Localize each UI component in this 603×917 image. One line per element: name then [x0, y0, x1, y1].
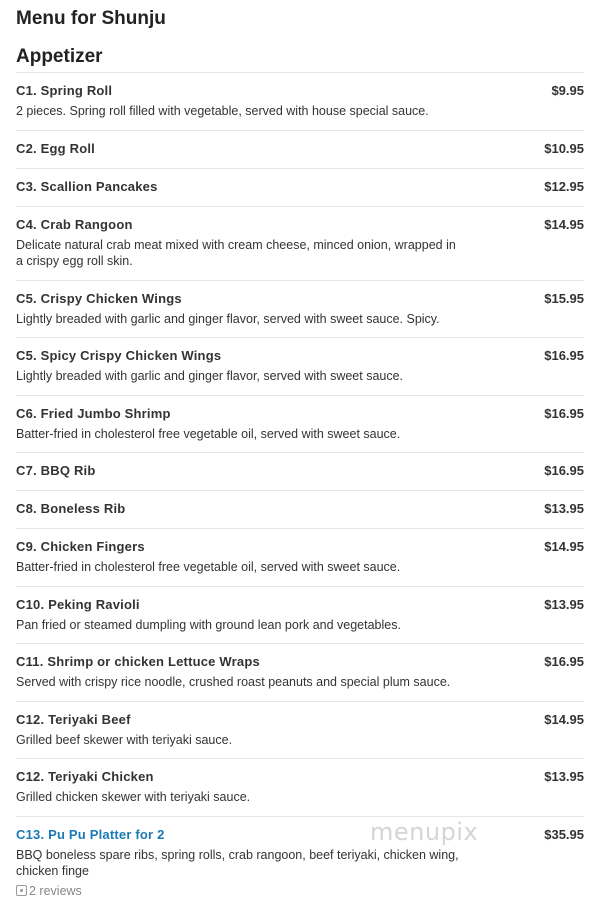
menu-item-name: C6. Fried Jumbo Shrimp — [16, 405, 171, 421]
menu-item-description: Batter-fried in cholesterol free vegetable oil, served with sweet sauce. — [16, 426, 401, 441]
menu-item-name: C2. Egg Roll — [16, 140, 95, 156]
menu-item-price: $14.95 — [544, 711, 584, 727]
menu-item — [16, 73, 584, 131]
menu-item-description: BBQ boneless spare ribs, spring rolls, crab rangoon, beef teriyaki, chicken wing, chicken finge — [16, 847, 459, 878]
menu-item-description: Pan fried or steamed dumpling with ground lean pork and vegetables. — [16, 617, 401, 632]
menu-item — [16, 491, 584, 529]
menu-item-name: C9. Chicken Fingers — [16, 539, 145, 554]
menu-item-header — [16, 216, 584, 234]
menu-item-description: Delicate natural crab meat mixed with cream cheese, minced onion, wrapped in a crispy egg roll skin. — [16, 237, 456, 268]
section-title: Appetizer — [16, 37, 584, 73]
menu-item — [16, 396, 584, 454]
menu-item-name: C3. Scallion Pancakes — [16, 178, 158, 194]
menu-item-name: C10. Peking Ravioli — [16, 596, 140, 612]
menu-item-name: C11. Shrimp or chicken Lettuce Wraps — [16, 654, 260, 669]
menu-item-price: $14.95 — [544, 216, 584, 232]
menu-item-price: $16.95 — [544, 463, 584, 478]
menu-item-description: Served with crispy rice noodle, crushed roast peanuts and special plum sauce. — [16, 675, 451, 689]
menu-item — [16, 131, 584, 169]
menu-item-header — [16, 140, 584, 158]
menu-item-header — [16, 768, 584, 786]
menu-item-price: $13.95 — [544, 769, 584, 784]
menu-item-price: $13.95 — [544, 501, 584, 516]
menu-item-list — [16, 73, 584, 908]
menu-item — [16, 644, 584, 702]
menu-item-name: C12. Teriyaki Chicken — [16, 769, 154, 784]
menu-item-price: $35.95 — [544, 826, 584, 842]
menu-item-price: $12.95 — [544, 178, 584, 194]
menu-item-header — [16, 711, 584, 729]
menu-item-description: Batter-fried in cholesterol free vegetable oil, served with sweet sauce. — [16, 560, 401, 574]
menu-item-name: C4. Crab Rangoon — [16, 216, 133, 232]
menu-item-price: $14.95 — [544, 539, 584, 554]
menu-item-name: C8. Boneless Rib — [16, 501, 126, 516]
menu-item — [16, 529, 584, 587]
review-icon — [16, 885, 27, 896]
menu-item-description: Lightly breaded with garlic and ginger flavor, served with sweet sauce. Spicy. — [16, 311, 440, 326]
menu-item-header — [16, 82, 584, 100]
menu-item-price: $10.95 — [544, 140, 584, 156]
menu-item-name: C12. Teriyaki Beef — [16, 711, 131, 727]
menu-item-price: $16.95 — [544, 654, 584, 669]
menu-item-name: C5. Spicy Crispy Chicken Wings — [16, 348, 222, 363]
menu-item — [16, 207, 584, 281]
menu-item-header — [16, 538, 584, 556]
menu-item-price: $15.95 — [544, 290, 584, 306]
menu-item-price: $13.95 — [544, 596, 584, 612]
menu-title: Menu for Shunju — [16, 8, 166, 29]
menu-item-header — [16, 347, 584, 365]
reviews-count: 2 reviews — [29, 883, 82, 898]
menu-item-header — [16, 462, 584, 480]
menu-item — [16, 587, 584, 645]
menu-item-price: $16.95 — [544, 405, 584, 421]
menu-item — [16, 759, 584, 817]
menu-item — [16, 169, 584, 207]
menu-item-description: Lightly breaded with garlic and ginger flavor, served with sweet sauce. — [16, 369, 404, 383]
menu-item-header — [16, 500, 584, 518]
reviews-link[interactable] — [16, 884, 584, 898]
menu-item — [16, 702, 584, 760]
menu-item-header — [16, 826, 584, 844]
menu-item-name: C7. BBQ Rib — [16, 463, 96, 478]
menu-item — [16, 338, 584, 396]
menu-item-name: C1. Spring Roll — [16, 83, 113, 98]
menu-item-header — [16, 178, 584, 196]
menu-item-header — [16, 596, 584, 614]
menu-item-price: $16.95 — [544, 348, 584, 363]
menu-item-header — [16, 653, 584, 671]
menu-item-name-link[interactable]: C13. Pu Pu Platter for 2 — [16, 826, 165, 842]
menu-item — [16, 281, 584, 339]
menu-item — [16, 453, 584, 491]
menu-item-header — [16, 290, 584, 308]
menu-item-description: 2 pieces. Spring roll filled with vegetable, served with house special sauce. — [16, 104, 429, 118]
menu-item[interactable] — [16, 817, 584, 908]
menu-item-description: Grilled beef skewer with teriyaki sauce. — [16, 732, 233, 747]
menu-item-price: $9.95 — [551, 83, 584, 98]
menu-item-description: Grilled chicken skewer with teriyaki sauce. — [16, 790, 251, 804]
menu-item-name: C5. Crispy Chicken Wings — [16, 290, 182, 306]
menu-item-header — [16, 405, 584, 423]
watermark-logo: menupix — [370, 818, 479, 846]
